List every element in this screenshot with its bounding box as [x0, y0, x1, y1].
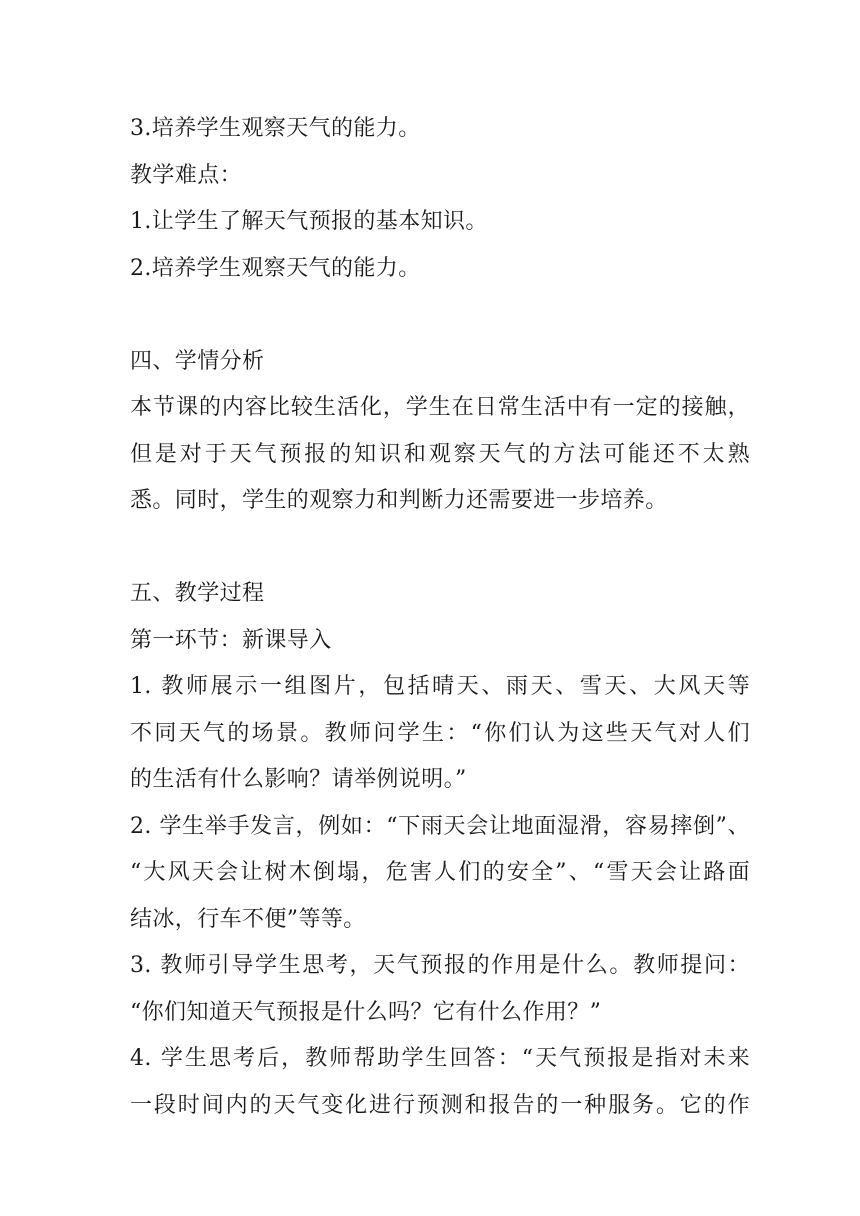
text-line: 但是对于天气预报的知识和观察天气的方法可能还不太熟 — [130, 441, 750, 467]
document-page — [130, 106, 750, 1129]
text-line: 4. 学生思考后，教师帮助学生回答：“天气预报是指对未来 — [130, 1046, 750, 1071]
text-line: 1. 教师展示一组图片，包括晴天、雨天、雪天、大风天等 — [130, 674, 750, 699]
text-line: 2. 学生举手发言，例如：“下雨天会让地面湿滑，容易摔倒”、 — [130, 813, 750, 839]
section-subheading: 第一环节：新课导入 — [130, 627, 332, 653]
text-line: 的生活有什么影响？请举例说明。” — [130, 767, 467, 792]
text-line: “大风天会让树木倒塌，危害人们的安全”、“雪天会让路面 — [130, 860, 750, 885]
text-line: “你们知道天气预报是什么吗？它有什么作用？” — [130, 999, 602, 1025]
section-heading: 五、教学过程 — [130, 581, 265, 606]
blank-line — [130, 525, 750, 572]
text-line: 2.培养学生观察天气的能力。 — [130, 255, 421, 281]
text-line: 3. 教师引导学生思考，天气预报的作用是什么。教师提问： — [130, 953, 750, 978]
section-heading: 四、学情分析 — [130, 348, 265, 374]
section-subheading: 教学难点： — [130, 162, 243, 188]
text-line: 悉。同时，学生的观察力和判断力还需要进一步培养。 — [130, 488, 668, 513]
text-line: 1.让学生了解天气预报的基本知识。 — [130, 209, 488, 234]
text-line: 结冰，行车不便”等等。 — [130, 906, 366, 932]
blank-line — [130, 292, 750, 339]
text-line: 一段时间内的天气变化进行预测和报告的一种服务。它的作 — [130, 1092, 750, 1118]
text-line: 3.培养学生观察天气的能力。 — [130, 116, 421, 141]
text-line: 不同天气的场景。教师问学生：“你们认为这些天气对人们 — [130, 720, 750, 746]
text-line: 本节课的内容比较生活化，学生在日常生活中有一定的接触， — [130, 395, 750, 420]
